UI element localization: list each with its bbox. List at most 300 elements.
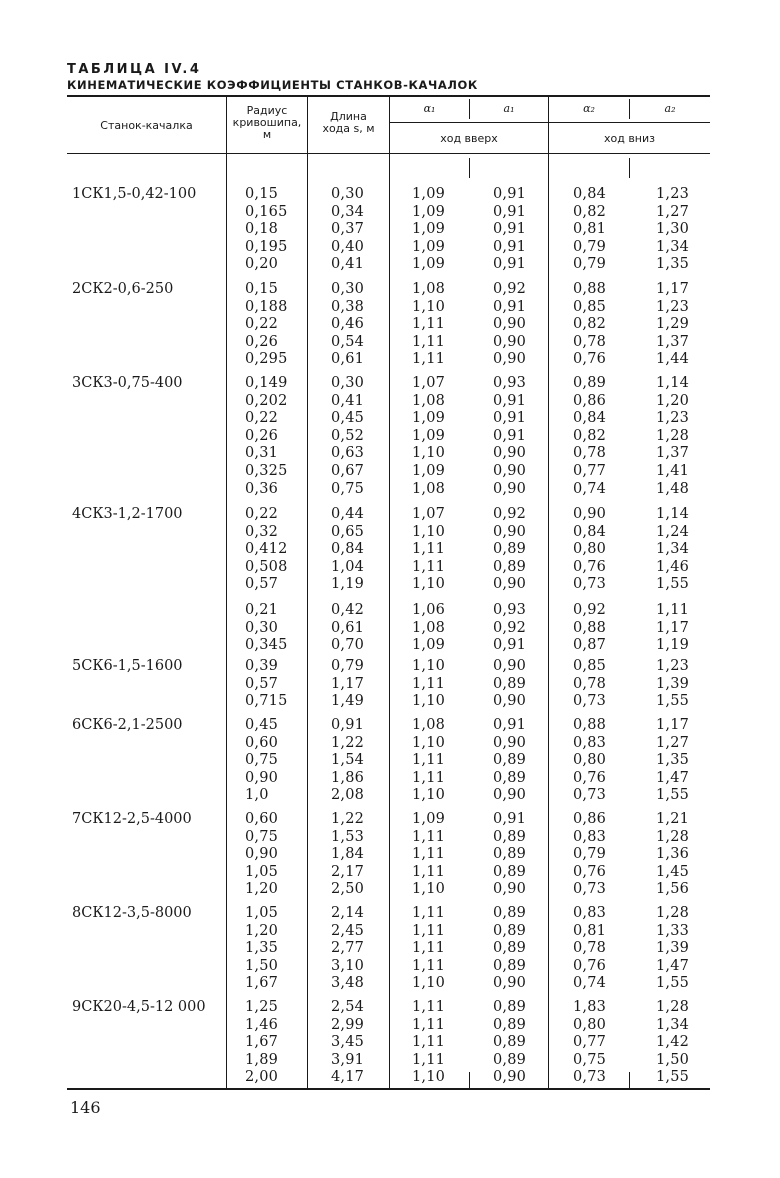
radius-cell: 0,202 — [245, 392, 288, 409]
unit-name: 8СК12-3,5-8000 — [72, 905, 192, 921]
alpha2-cell: 0,88 — [573, 281, 607, 297]
alpha1-cell: 1,09 — [412, 256, 446, 273]
a1-cell: 0,91 — [493, 410, 527, 427]
alpha2-cell: 0,84 — [573, 523, 607, 540]
alpha2-cell: 0,85 — [573, 658, 607, 674]
alpha1-cell: 1,11 — [412, 1051, 446, 1068]
alpha1-cell: 1,11 — [412, 828, 446, 845]
alpha1-cell: 1,09 — [412, 186, 446, 202]
stroke-cell: 1,53 — [331, 828, 365, 845]
alpha2-cell: 0,88 — [573, 619, 607, 636]
stroke-cell: 0,54 — [331, 333, 365, 350]
unit-name: 1СК1,5-0,42-100 — [72, 186, 197, 202]
alpha2-cell: 0,76 — [573, 957, 607, 974]
header-a1: a₁ — [503, 102, 515, 115]
alpha2-cell: 0,81 — [573, 221, 607, 238]
a2-cell: 1,56 — [656, 881, 690, 898]
alpha1-cell: 1,11 — [412, 558, 446, 575]
a1-cell: 0,91 — [493, 256, 527, 273]
a1-cell: 0,90 — [493, 734, 527, 751]
a1-cell: 0,93 — [493, 602, 527, 618]
a1-cell: 0,91 — [493, 392, 527, 409]
a2-cell: 1,37 — [656, 333, 690, 350]
alpha2-cell: 0,86 — [573, 392, 607, 409]
alpha1-cell: 1,10 — [412, 658, 446, 674]
alpha1-cell: 1,09 — [412, 463, 446, 479]
unit-name: 9СК20-4,5-12 000 — [72, 999, 206, 1015]
a2-cell: 1,28 — [656, 427, 690, 444]
a2-cell: 1,55 — [656, 975, 690, 992]
alpha1-cell: 1,10 — [412, 975, 446, 992]
stroke-cell: 0,37 — [331, 221, 365, 238]
stroke-cell: 1,17 — [331, 675, 365, 692]
radius-cell: 0,90 — [245, 846, 279, 863]
stroke-cell: 2,99 — [331, 1016, 365, 1033]
a2-cell: 1,39 — [656, 675, 690, 692]
alpha2-cell: 0,79 — [573, 238, 607, 255]
radius-cell: 1,05 — [245, 905, 279, 921]
alpha2-cell: 0,82 — [573, 427, 607, 444]
a2-cell: 1,37 — [656, 445, 690, 462]
radius-cell: 0,57 — [245, 675, 279, 692]
a2-cell: 1,55 — [656, 576, 690, 593]
a2-cell: 1,55 — [656, 1069, 690, 1086]
stroke-cell: 0,67 — [331, 463, 365, 479]
stroke-cell: 3,91 — [331, 1051, 365, 1068]
a2-cell: 1,41 — [656, 463, 690, 479]
a2-cell: 1,27 — [656, 734, 690, 751]
alpha2-cell: 0,82 — [573, 316, 607, 333]
unit-name: 2СК2-0,6-250 — [72, 281, 174, 297]
a2-cell: 1,36 — [656, 846, 690, 863]
radius-cell: 0,325 — [245, 463, 288, 479]
stroke-cell: 3,48 — [331, 975, 365, 992]
a1-cell: 0,89 — [493, 752, 527, 769]
header-stroke-up: ход вверх — [440, 132, 498, 145]
header-mid-rule — [389, 122, 710, 123]
stroke-cell: 0,30 — [331, 375, 365, 391]
alpha1-cell: 1,11 — [412, 1034, 446, 1051]
alpha2-cell: 0,92 — [573, 602, 607, 618]
a2-cell: 1,20 — [656, 392, 690, 409]
stroke-cell: 1,04 — [331, 558, 365, 575]
radius-cell: 1,67 — [245, 1034, 279, 1051]
a2-cell: 1,47 — [656, 957, 690, 974]
stroke-cell: 0,63 — [331, 445, 365, 462]
alpha2-cell: 0,78 — [573, 333, 607, 350]
a1-cell: 0,90 — [493, 480, 527, 497]
stroke-cell: 0,40 — [331, 238, 365, 255]
radius-cell: 1,35 — [245, 940, 279, 957]
a1-cell: 0,89 — [493, 863, 527, 880]
a1-cell: 0,90 — [493, 351, 527, 368]
radius-cell: 1,25 — [245, 999, 279, 1015]
alpha1-cell: 1,11 — [412, 922, 446, 939]
radius-cell: 0,149 — [245, 375, 288, 391]
radius-cell: 0,26 — [245, 427, 279, 444]
radius-cell: 2,00 — [245, 1069, 279, 1086]
radius-cell: 0,30 — [245, 619, 279, 636]
radius-cell: 1,05 — [245, 863, 279, 880]
a2-cell: 1,27 — [656, 203, 690, 220]
radius-cell: 0,22 — [245, 316, 279, 333]
alpha1-cell: 1,11 — [412, 940, 446, 957]
a2-cell: 1,47 — [656, 769, 690, 786]
alpha1-cell: 1,11 — [412, 846, 446, 863]
a1-cell: 0,89 — [493, 1016, 527, 1033]
stroke-cell: 2,17 — [331, 863, 365, 880]
alpha2-cell: 0,74 — [573, 480, 607, 497]
alpha2-cell: 0,84 — [573, 186, 607, 202]
alpha2-cell: 0,78 — [573, 940, 607, 957]
a1-cell: 0,90 — [493, 463, 527, 479]
a2-cell: 1,34 — [656, 541, 690, 558]
stroke-cell: 2,14 — [331, 905, 365, 921]
header-alpha2: α₂ — [583, 102, 595, 115]
a1-cell: 0,90 — [493, 445, 527, 462]
alpha1-cell: 1,10 — [412, 1069, 446, 1086]
a2-cell: 1,28 — [656, 905, 690, 921]
alpha2-cell: 0,77 — [573, 1034, 607, 1051]
radius-cell: 0,90 — [245, 769, 279, 786]
a2-cell: 1,45 — [656, 863, 690, 880]
alpha1-cell: 1,07 — [412, 506, 446, 522]
alpha1-cell: 1,11 — [412, 1016, 446, 1033]
a1-cell: 0,90 — [493, 658, 527, 674]
a2-cell: 1,17 — [656, 281, 690, 297]
alpha2-cell: 0,73 — [573, 693, 607, 710]
a1-cell: 0,89 — [493, 828, 527, 845]
a1-cell: 0,89 — [493, 940, 527, 957]
a2-cell: 1,34 — [656, 1016, 690, 1033]
alpha1-cell: 1,11 — [412, 769, 446, 786]
radius-cell: 1,50 — [245, 957, 279, 974]
radius-cell: 0,60 — [245, 734, 279, 751]
stroke-cell: 3,45 — [331, 1034, 365, 1051]
unit-name: 7СК12-2,5-4000 — [72, 811, 192, 827]
col-divider-minor — [469, 1072, 470, 1088]
a1-cell: 0,91 — [493, 427, 527, 444]
alpha2-cell: 0,87 — [573, 637, 607, 654]
radius-cell: 0,75 — [245, 752, 279, 769]
a2-cell: 1,33 — [656, 922, 690, 939]
a2-cell: 1,23 — [656, 658, 690, 674]
radius-cell: 0,21 — [245, 602, 279, 618]
alpha1-cell: 1,10 — [412, 445, 446, 462]
a2-cell: 1,44 — [656, 351, 690, 368]
alpha2-cell: 0,84 — [573, 410, 607, 427]
radius-cell: 0,195 — [245, 238, 288, 255]
alpha1-cell: 1,07 — [412, 375, 446, 391]
a1-cell: 0,89 — [493, 558, 527, 575]
a2-cell: 1,11 — [656, 602, 690, 618]
a2-cell: 1,23 — [656, 186, 690, 202]
a1-cell: 0,92 — [493, 506, 527, 522]
alpha1-cell: 1,10 — [412, 523, 446, 540]
a1-cell: 0,90 — [493, 787, 527, 804]
radius-cell: 0,18 — [245, 221, 279, 238]
alpha2-cell: 0,83 — [573, 734, 607, 751]
radius-cell: 0,26 — [245, 333, 279, 350]
a2-cell: 1,28 — [656, 999, 690, 1015]
radius-cell: 1,20 — [245, 922, 279, 939]
stroke-cell: 0,70 — [331, 637, 365, 654]
table-title: КИНЕМАТИЧЕСКИЕ КОЭФФИЦИЕНТЫ СТАНКОВ-КАЧАЛОК — [67, 78, 478, 92]
radius-cell: 0,36 — [245, 480, 279, 497]
stroke-cell: 2,08 — [331, 787, 365, 804]
alpha2-cell: 0,90 — [573, 506, 607, 522]
stroke-cell: 1,86 — [331, 769, 365, 786]
alpha2-cell: 0,73 — [573, 576, 607, 593]
unit-name: 3СК3-0,75-400 — [72, 375, 183, 391]
a1-cell: 0,89 — [493, 541, 527, 558]
stroke-cell: 0,41 — [331, 256, 365, 273]
stroke-cell: 0,38 — [331, 298, 365, 315]
alpha1-cell: 1,09 — [412, 221, 446, 238]
a2-cell: 1,39 — [656, 940, 690, 957]
a1-cell: 0,89 — [493, 769, 527, 786]
stroke-cell: 0,91 — [331, 717, 365, 733]
radius-cell: 0,32 — [245, 523, 279, 540]
a2-cell: 1,21 — [656, 811, 690, 827]
a2-cell: 1,30 — [656, 221, 690, 238]
radius-cell: 0,39 — [245, 658, 279, 674]
alpha1-cell: 1,10 — [412, 298, 446, 315]
alpha2-cell: 0,89 — [573, 375, 607, 391]
a1-cell: 0,90 — [493, 693, 527, 710]
stroke-cell: 0,61 — [331, 351, 365, 368]
a1-cell: 0,90 — [493, 881, 527, 898]
alpha1-cell: 1,10 — [412, 576, 446, 593]
radius-cell: 0,45 — [245, 717, 279, 733]
alpha1-cell: 1,08 — [412, 480, 446, 497]
a1-cell: 0,89 — [493, 1034, 527, 1051]
a2-cell: 1,34 — [656, 238, 690, 255]
a1-cell: 0,91 — [493, 186, 527, 202]
radius-cell: 0,22 — [245, 506, 279, 522]
alpha1-cell: 1,09 — [412, 410, 446, 427]
a1-cell: 0,90 — [493, 333, 527, 350]
alpha2-cell: 0,80 — [573, 541, 607, 558]
alpha2-cell: 0,76 — [573, 351, 607, 368]
stroke-cell: 1,49 — [331, 693, 365, 710]
alpha2-cell: 0,83 — [573, 828, 607, 845]
stroke-cell: 0,42 — [331, 602, 365, 618]
header-radius: Радиус кривошипа, м — [232, 104, 302, 141]
a1-cell: 0,90 — [493, 576, 527, 593]
radius-cell: 1,67 — [245, 975, 279, 992]
alpha2-cell: 0,82 — [573, 203, 607, 220]
alpha1-cell: 1,10 — [412, 881, 446, 898]
stroke-cell: 0,34 — [331, 203, 365, 220]
alpha2-cell: 0,78 — [573, 675, 607, 692]
a1-cell: 0,90 — [493, 975, 527, 992]
alpha1-cell: 1,11 — [412, 675, 446, 692]
stroke-cell: 0,61 — [331, 619, 365, 636]
alpha2-cell: 0,79 — [573, 256, 607, 273]
alpha1-cell: 1,06 — [412, 602, 446, 618]
radius-cell: 0,295 — [245, 351, 288, 368]
col-divider — [389, 96, 390, 1089]
stroke-cell: 0,46 — [331, 316, 365, 333]
table-number: ТАБЛИЦА IV.4 — [67, 62, 202, 77]
radius-cell: 0,22 — [245, 410, 279, 427]
a2-cell: 1,35 — [656, 752, 690, 769]
a2-cell: 1,55 — [656, 693, 690, 710]
stroke-cell: 2,45 — [331, 922, 365, 939]
stroke-cell: 1,19 — [331, 576, 365, 593]
a2-cell: 1,17 — [656, 619, 690, 636]
alpha1-cell: 1,11 — [412, 333, 446, 350]
radius-cell: 1,0 — [245, 787, 269, 804]
radius-cell: 0,715 — [245, 693, 288, 710]
stroke-cell: 2,50 — [331, 881, 365, 898]
radius-cell: 0,508 — [245, 558, 288, 575]
a1-cell: 0,89 — [493, 922, 527, 939]
col-divider — [307, 96, 308, 1089]
alpha2-cell: 0,74 — [573, 975, 607, 992]
unit-name: 6СК6-2,1-2500 — [72, 717, 183, 733]
stroke-cell: 0,79 — [331, 658, 365, 674]
alpha1-cell: 1,08 — [412, 717, 446, 733]
stroke-cell: 2,54 — [331, 999, 365, 1015]
alpha2-cell: 0,76 — [573, 558, 607, 575]
a1-cell: 0,89 — [493, 905, 527, 921]
stroke-cell: 1,22 — [331, 734, 365, 751]
a2-cell: 1,14 — [656, 506, 690, 522]
alpha1-cell: 1,10 — [412, 734, 446, 751]
stroke-cell: 0,45 — [331, 410, 365, 427]
a1-cell: 0,90 — [493, 316, 527, 333]
alpha1-cell: 1,11 — [412, 957, 446, 974]
stroke-cell: 0,30 — [331, 186, 365, 202]
a2-cell: 1,42 — [656, 1034, 690, 1051]
alpha2-cell: 0,88 — [573, 717, 607, 733]
header-unit: Станок-качалка — [100, 119, 193, 132]
stroke-cell: 1,22 — [331, 811, 365, 827]
alpha1-cell: 1,11 — [412, 541, 446, 558]
a2-cell: 1,48 — [656, 480, 690, 497]
alpha2-cell: 0,83 — [573, 905, 607, 921]
a2-cell: 1,14 — [656, 375, 690, 391]
alpha2-cell: 0,85 — [573, 298, 607, 315]
a1-cell: 0,91 — [493, 811, 527, 827]
header-stroke-down: ход вниз — [603, 132, 655, 145]
header-a2: a₂ — [664, 102, 676, 115]
radius-cell: 1,46 — [245, 1016, 279, 1033]
a1-cell: 0,89 — [493, 675, 527, 692]
radius-cell: 0,15 — [245, 186, 279, 202]
a1-cell: 0,89 — [493, 846, 527, 863]
alpha2-cell: 0,76 — [573, 863, 607, 880]
alpha2-cell: 0,73 — [573, 787, 607, 804]
header-stroke: Длина хода s, м — [322, 110, 375, 135]
stroke-cell: 0,65 — [331, 523, 365, 540]
a2-cell: 1,28 — [656, 828, 690, 845]
a2-cell: 1,23 — [656, 410, 690, 427]
alpha2-cell: 0,76 — [573, 769, 607, 786]
a1-cell: 0,90 — [493, 1069, 527, 1086]
unit-name: 5СК6-1,5-1600 — [72, 658, 183, 674]
a1-cell: 0,90 — [493, 523, 527, 540]
stroke-cell: 0,30 — [331, 281, 365, 297]
a1-cell: 0,91 — [493, 203, 527, 220]
alpha1-cell: 1,09 — [412, 427, 446, 444]
a1-cell: 0,89 — [493, 999, 527, 1015]
alpha2-cell: 0,81 — [573, 922, 607, 939]
a2-cell: 1,19 — [656, 637, 690, 654]
stroke-cell: 0,75 — [331, 480, 365, 497]
stroke-cell: 0,52 — [331, 427, 365, 444]
header-alpha1: α₁ — [423, 102, 436, 115]
stroke-cell: 4,17 — [331, 1069, 365, 1086]
stroke-cell: 0,44 — [331, 506, 365, 522]
alpha1-cell: 1,11 — [412, 863, 446, 880]
a2-cell: 1,55 — [656, 787, 690, 804]
alpha2-cell: 0,77 — [573, 463, 607, 479]
a2-cell: 1,46 — [656, 558, 690, 575]
alpha1-cell: 1,08 — [412, 619, 446, 636]
alpha1-cell: 1,11 — [412, 999, 446, 1015]
alpha2-cell: 0,80 — [573, 752, 607, 769]
radius-cell: 0,412 — [245, 541, 288, 558]
col-divider-minor — [629, 158, 630, 178]
page-number: 146 — [70, 1098, 101, 1117]
a2-cell: 1,50 — [656, 1051, 690, 1068]
a2-cell: 1,17 — [656, 717, 690, 733]
stroke-cell: 1,84 — [331, 846, 365, 863]
radius-cell: 0,75 — [245, 828, 279, 845]
stroke-cell: 2,77 — [331, 940, 365, 957]
alpha2-cell: 0,80 — [573, 1016, 607, 1033]
radius-cell: 1,89 — [245, 1051, 279, 1068]
alpha1-cell: 1,09 — [412, 238, 446, 255]
a1-cell: 0,91 — [493, 717, 527, 733]
a1-cell: 0,92 — [493, 281, 527, 297]
unit-name: 4СК3-1,2-1700 — [72, 506, 183, 522]
a1-cell: 0,92 — [493, 619, 527, 636]
a2-cell: 1,24 — [656, 523, 690, 540]
a2-cell: 1,29 — [656, 316, 690, 333]
col-divider-minor — [629, 1072, 630, 1088]
a1-cell: 0,93 — [493, 375, 527, 391]
alpha2-cell: 0,78 — [573, 445, 607, 462]
a1-cell: 0,89 — [493, 957, 527, 974]
col-divider-minor — [469, 158, 470, 178]
stroke-cell: 1,54 — [331, 752, 365, 769]
stroke-cell: 0,84 — [331, 541, 365, 558]
a1-cell: 0,91 — [493, 637, 527, 654]
a1-cell: 0,91 — [493, 221, 527, 238]
radius-cell: 0,31 — [245, 445, 279, 462]
stroke-cell: 3,10 — [331, 957, 365, 974]
radius-cell: 0,57 — [245, 576, 279, 593]
a1-cell: 0,91 — [493, 298, 527, 315]
alpha2-cell: 0,86 — [573, 811, 607, 827]
alpha1-cell: 1,09 — [412, 203, 446, 220]
stroke-cell: 0,41 — [331, 392, 365, 409]
alpha2-cell: 1,83 — [573, 999, 607, 1015]
alpha1-cell: 1,11 — [412, 905, 446, 921]
radius-cell: 0,165 — [245, 203, 288, 220]
radius-cell: 1,20 — [245, 881, 279, 898]
alpha1-cell: 1,11 — [412, 316, 446, 333]
alpha1-cell: 1,11 — [412, 752, 446, 769]
radius-cell: 0,15 — [245, 281, 279, 297]
a1-cell: 0,89 — [493, 1051, 527, 1068]
alpha2-cell: 0,73 — [573, 1069, 607, 1086]
alpha1-cell: 1,10 — [412, 787, 446, 804]
